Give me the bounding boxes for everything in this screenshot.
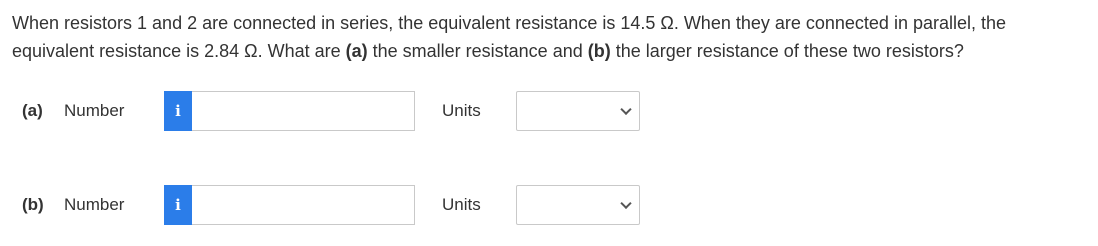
- info-button-b[interactable]: [164, 185, 192, 225]
- units-select-b[interactable]: [516, 185, 640, 225]
- answer-row-b: [22, 185, 640, 225]
- number-label-b: Number: [64, 195, 125, 214]
- number-label-a: Number: [64, 101, 125, 120]
- info-icon: i: [175, 102, 181, 120]
- question-text: [12, 9, 1092, 65]
- question-b-tag: (b): [587, 41, 611, 61]
- question-a-tag: (a): [345, 41, 368, 61]
- answer-row-a: [22, 91, 640, 131]
- chevron-down-icon: [620, 198, 631, 209]
- question-part3: the larger resistance of these two resistors?: [610, 41, 964, 61]
- info-icon: i: [175, 196, 181, 214]
- part-a-label: (a): [22, 101, 43, 120]
- chevron-down-icon: [620, 104, 631, 115]
- number-input-a[interactable]: [192, 91, 415, 131]
- units-label-b: Units: [442, 195, 481, 214]
- question-part2: the smaller resistance and: [367, 41, 588, 61]
- question-part1: When resistors 1 and 2 are connected in series, the equivalent resistance is 14.5 Ω. When they are connected in parallel, the equivalent resistance is 2.84 Ω. What are: [12, 13, 1007, 61]
- part-b-label: (b): [22, 195, 44, 214]
- info-button-a[interactable]: [164, 91, 192, 131]
- units-select-a[interactable]: [516, 91, 640, 131]
- number-input-b[interactable]: [192, 185, 415, 225]
- units-label-a: Units: [442, 101, 481, 120]
